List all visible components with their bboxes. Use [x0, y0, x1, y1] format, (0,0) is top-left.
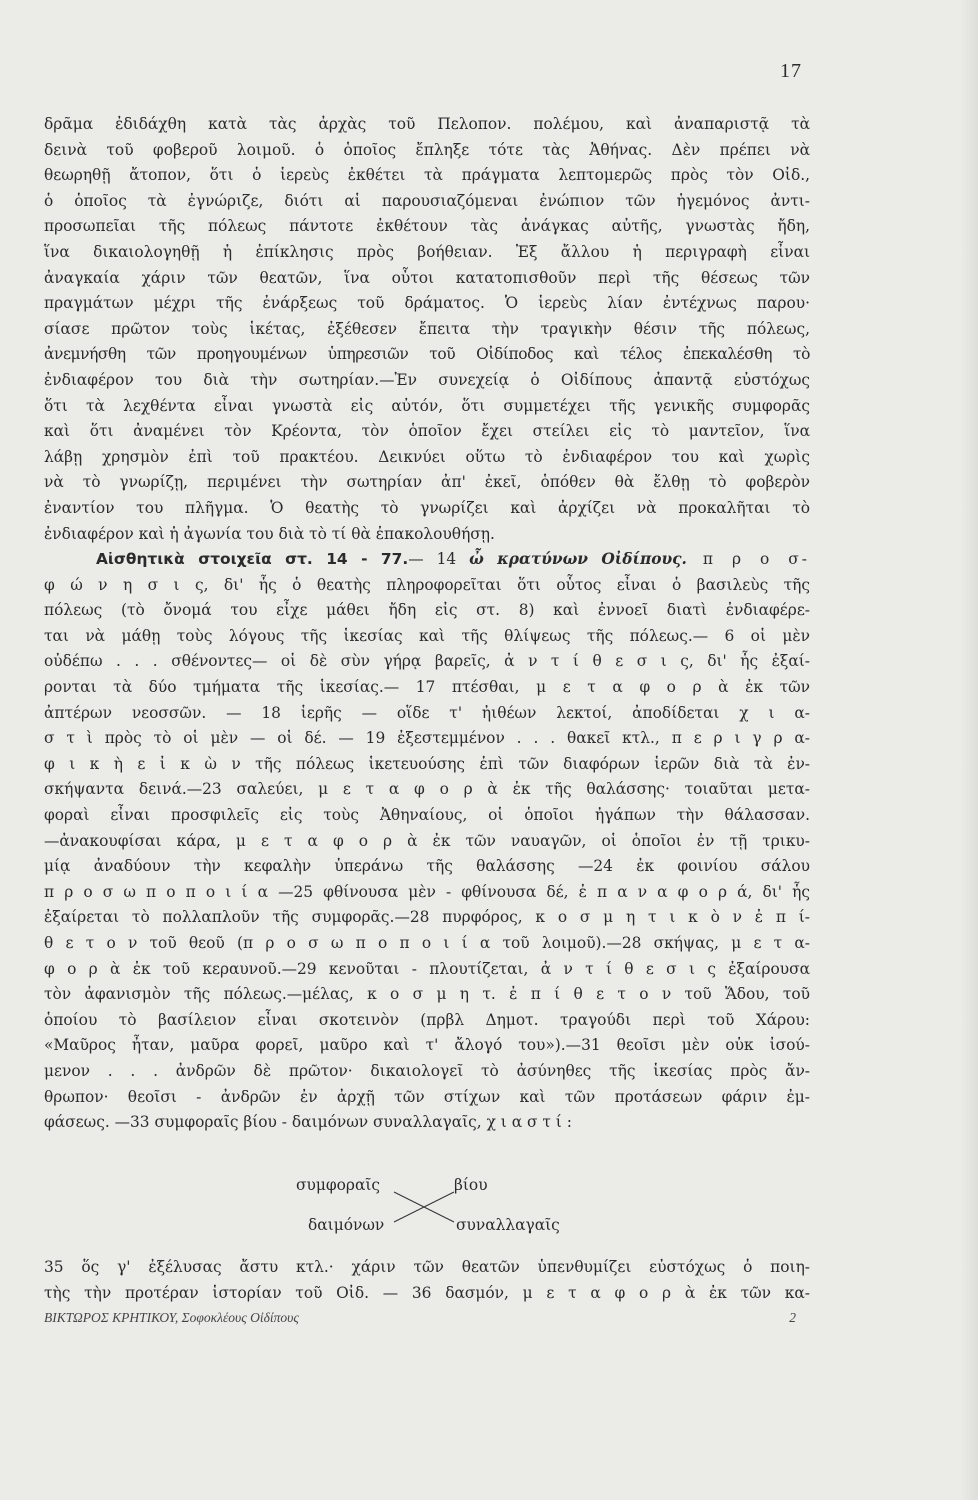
section-line: ται νὰ μάθῃ τοὺς λόγους τῆς ἱκεσίας καὶ τῆς θλίψεως τῆς πόλεως.— 6 οἱ μὲν — [44, 626, 810, 645]
section-line-pre: — 14 — [408, 550, 470, 569]
section-line: μενον . . . ἀνδρῶν δὲ πρῶτον· δικαιολογεῖ τὸ ἀσύνηθες τῆς ἱκεσίας πρὸς ἄν- — [44, 1061, 810, 1080]
section-line: ἐξαίρεται τὸ πολλαπλοῦν τῆς συμφορᾶς.—28 πυρφόρος, κ ο σ μ η τ ι κ ὸ ν ἐ π ί- — [44, 908, 810, 927]
section-line: θ ε τ ο ν τοῦ θεοῦ (π ρ ο σ ω π ο π ο ι ί α τοῦ λοιμοῦ).—28 σκήψας, μ ε τ α- — [44, 934, 810, 952]
tail-line: τὴς τὴν προτέραν ἱστορίαν τοῦ Οἰδ. — 36 δασμόν, μ ε τ α φ ο ρ ὰ ἐκ τῶν κα- — [44, 1283, 810, 1302]
body-line: καὶ ὅτι ἀναμένει τὸν Κρέοντα, τὸν ὁποῖον ἔχει στείλει εἰς τὸ μαντεῖον, ἵνα — [44, 422, 810, 441]
body-line: λάβῃ χρησμὸν ἐπὶ τοῦ πρακτέου. Δεικνύει οὕτω τὸ ἐνδιαφέρον του καὶ χωρὶς — [44, 447, 810, 466]
section-line: φοραὶ εἶναι προσφιλεῖς εἰς τοὺς Ἀθηναίους, οἱ ὁποῖοι ἠγάπων τὴν θάλασσαν. — [44, 806, 810, 825]
body-line: ἀνεμνήσθη τῶν προηγουμένων ὑπηρεσιῶν τοῦ Οἰδίποδος καὶ τέλος ἐπεκαλέσθη τὸ — [44, 345, 810, 364]
section-line-rest: π ρ ο σ- — [686, 550, 810, 569]
body-line: πραγμάτων μέχρι τῆς ἐνάρξεως τοῦ δράματος. Ὁ ἱερεὺς λίαν ἐντέχνως παρου· — [44, 294, 810, 313]
section-line: σ τ ὶ πρὸς τὸ οἱ μὲν — οἱ δέ. — 19 ἐξεστεμμένον . . . θακεῖ κτλ., π ε ρ ι γ ρ α- — [44, 729, 810, 748]
section-line-lemma: ὦ κρατύνων Οἰδίπους. — [469, 550, 687, 569]
section-line: μίᾳ ἀναδύουν τὴν κεφαλὴν ὑπεράνω τῆς θαλάσσης —24 ἐκ φοινίου σάλου — [44, 857, 810, 876]
section-line: —ἀνακουφίσαι κάρα, μ ε τ α φ ο ρ ὰ ἐκ τῶν ναυαγῶν, οἱ ὁποῖοι ἐν τῇ τρικυ- — [44, 831, 810, 850]
body-line: δεινὰ τοῦ φοβεροῦ λοιμοῦ. ὁ ὁποῖος ἔπληξε τότε τὰς Ἀθήνας. Δὲν πρέπει νὰ — [44, 140, 810, 159]
section-line: ρονται τὰ δύο τμήματα τῆς ἱκεσίας.— 17 πτέσθαι, μ ε τ α φ ο ρ ὰ ἐκ τῶν — [44, 678, 810, 697]
section-heading: Αἰσθητικὰ στοιχεῖα στ. 14 - 77. — [96, 550, 409, 569]
body-line: ἵνα δικαιολογηθῇ ἡ ἐπίκλησις πρὸς βοήθειαν. Ἐξ ἄλλου ἡ περιγραφὴ εἶναι — [44, 242, 810, 261]
section-line: οὐδέπω . . . σθένοντες— οἱ δὲ σὺν γήρᾳ βαρεῖς, ἀ ν τ ί θ ε σ ι ς, δι' ἧς ἐξαί- — [44, 652, 810, 671]
body-line: σίασε πρῶτον τοὺς ἱκέτας, ἐξέθεσεν ἔπειτα τὴν τραγικὴν θέσιν τῆς πόλεως, — [44, 319, 810, 338]
section-line: φάσεως. —33 συμφοραῖς βίου - δαιμόνων συναλλαγαῖς, χ ι α σ τ ί : — [44, 1113, 572, 1132]
body-line: θεωρηθῇ ἄτοπον, ὅτι ὁ ἱερεὺς ἐκθέτει τὰ πράγματα λεπτομερῶς πρὸς τὸν Οἰδ., — [44, 166, 810, 185]
page-footer — [44, 1310, 796, 1326]
body-line: ὁ ὁποῖος τὰ ἐγνώριζε, διότι αἱ παρουσιαζόμεναι ἐνώπιον τῶν ἡγεμόνος ἀντι- — [44, 191, 810, 210]
section-line: ὁποίου τὸ βασίλειον εἶναι σκοτεινὸν (πρβλ Δημοτ. τραγούδι περὶ τοῦ Χάρου: — [44, 1010, 810, 1029]
section-line: π ρ ο σ ω π ο π ο ι ί α —25 φθίνουσα μὲν - φθίνουσα δέ, ἐ π α ν α φ ο ρ ά, δι' ἧς — [44, 882, 810, 901]
section-line: σκήψαντα δεινά.—23 σαλεύει, μ ε τ α φ ο ρ ὰ ἐκ τῆς θαλάσσης· τοιαῦται μετα- — [44, 780, 810, 799]
tail-line: 35 ὅς γ' ἐξέλυσας ἄστυ κτλ.· χάριν τῶν θεατῶν ὑπενθυμίζει εὐστόχως ὁ ποιη- — [44, 1258, 810, 1276]
page-number: 17 — [780, 60, 802, 82]
body-text — [44, 112, 810, 1136]
chiasmus-top-right: βίου — [454, 1176, 488, 1194]
body-line: νὰ τὸ γνωρίζῃ, περιμένει τὴν σωτηρίαν ἀπ' ἐκεῖ, ὁπόθεν θὰ ἔλθῃ τὸ φοβερὸν — [44, 473, 810, 492]
body-line: προσωπεῖαι τῆς πόλεως πάντοτε ἐκθέτουν τὰς ἀνάγκας αὐτῆς, γνωστὰς ἤδη, — [44, 217, 810, 236]
tail-text — [44, 1255, 810, 1306]
body-line: ἀναγκαία χάριν τῶν θεατῶν, ἵνα οὗτοι κατατοπισθοῦν περὶ τῆς θέσεως τῶν — [44, 268, 810, 287]
section-line: «Μαῦρος ἦταν, μαῦρα φορεῖ, μαῦρο καὶ τ' ἄλογό του»).—31 θεοῖσι μὲν οὐκ ἰσού- — [44, 1036, 810, 1055]
body-line: δρᾶμα ἐδιδάχθη κατὰ τὰς ἀρχὰς τοῦ Πελοπον. πολέμου, καὶ ἀναπαριστᾷ τὰ — [44, 115, 810, 133]
chiasmus-top-left: συμφοραῖς — [296, 1176, 381, 1194]
chiasmus-diagram — [296, 1176, 596, 1246]
chiasmus-bottom-left: δαιμόνων — [308, 1216, 385, 1234]
section-line: θρωπον· θεοῖσι - ἀνδρῶν ἐν ἀρχῇ τῶν στίχων καὶ τῶν προτάσεων φάριν ἐμ- — [44, 1087, 810, 1106]
footer-signature: ΒΙΚΤΩΡΟΣ ΚΡΗΤΙΚΟΥ, Σοφοκλέους Οἰδίπους — [44, 1310, 299, 1325]
section-line: ἀπτέρων νεοσσῶν. — 18 ἱερῆς — οἵδε τ' ἠιθέων λεκτοί, ἀποδίδεται χ ι α- — [44, 703, 810, 722]
section-line: φ ι κ ὴ ε ἰ κ ὼ ν τῆς πόλεως ἱκετευούσης ἐπὶ τῶν διαφόρων ἱερῶν διὰ τὰ ἐν- — [44, 754, 810, 773]
chiasmus-cross-lines — [392, 1188, 456, 1224]
section-line: φ ώ ν η σ ι ς, δι' ἧς ὁ θεατὴς πληροφορεῖται ὅτι οὗτος εἶναι ὁ βασιλεὺς τῆς — [44, 575, 810, 594]
section-line: πόλεως (τὸ ὄνομά του εἶχε μάθει ἤδη εἰς στ. 8) καὶ ἐννοεῖ διατὶ ἐνδιαφέρε- — [44, 601, 810, 620]
section-first-line — [44, 547, 810, 573]
body-line: ὅτι τὰ λεχθέντα εἶναι γνωστὰ εἰς αὐτόν, ὅτι συμμετέχει τῆς γενικῆς συμφορᾶς — [44, 396, 810, 415]
body-line: ἐνδιαφέρον του διὰ τὴν σωτηρίαν.—Ἐν συνεχείᾳ ὁ Οἰδίπους ἀπαντᾷ εὐστόχως — [44, 370, 810, 389]
chiasmus-bottom-right: συναλλαγαῖς — [456, 1216, 560, 1234]
page-edge-shadow — [960, 0, 978, 1500]
body-line: ἐναντίον του πλῆγμα. Ὁ θεατὴς τὸ γνωρίζει καὶ ἀρχίζει νὰ προκαλῆται τὸ — [44, 498, 810, 517]
section-line: τὸν ἀφανισμὸν τῆς πόλεως.—μέλας, κ ο σ μ η τ. ἐ π ί θ ε τ ο ν τοῦ Ἅδου, τοῦ — [44, 985, 810, 1004]
section-line: φ ο ρ ὰ ἐκ τοῦ κεραυνοῦ.—29 κενοῦται - πλουτίζεται, ἀ ν τ ί θ ε σ ι ς ἐξαίρουσα — [44, 959, 810, 978]
footer-sheet-number: 2 — [789, 1310, 796, 1325]
body-line: ἐνδιαφέρον καὶ ἡ ἀγωνία του διὰ τὸ τί θὰ ἐπακολουθήσῃ. — [44, 524, 495, 543]
